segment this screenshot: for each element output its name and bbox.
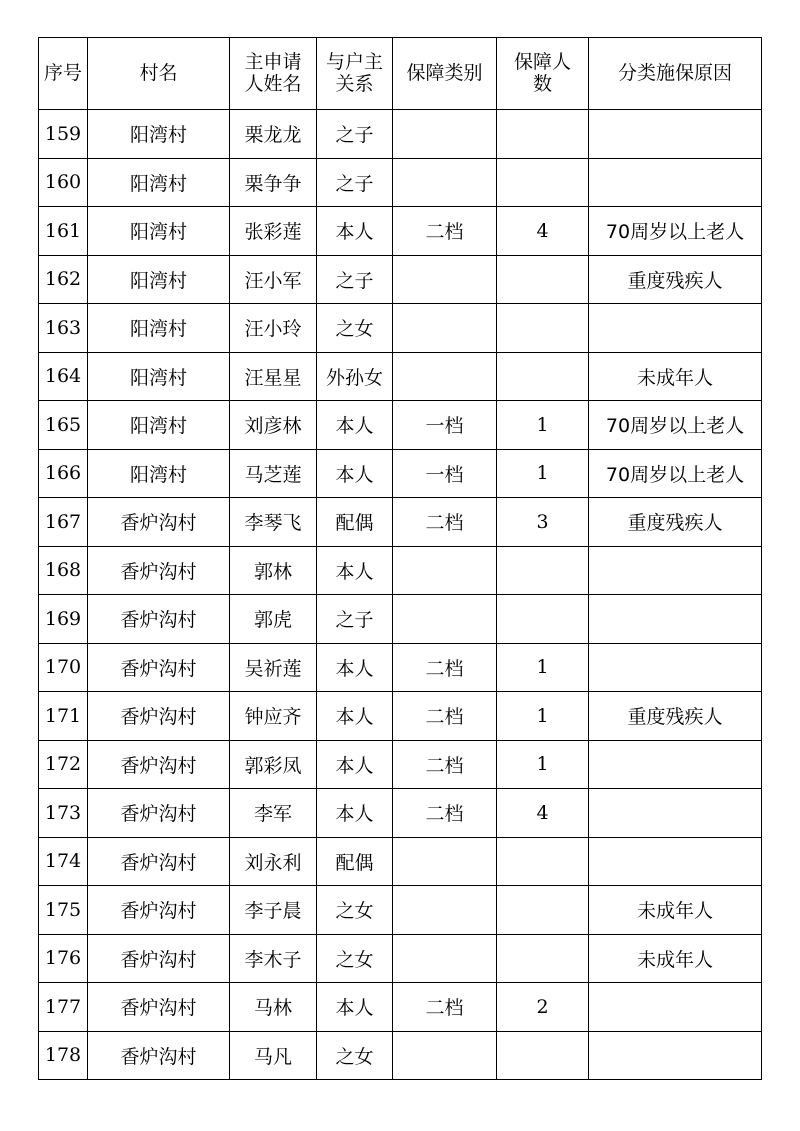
cell-applicant-name: 栗龙龙: [230, 110, 317, 159]
cell-serial-number: 162: [39, 255, 88, 304]
cell-serial-number: 160: [39, 158, 88, 207]
cell-relation: 配偶: [317, 498, 393, 547]
cell-serial-number: 164: [39, 352, 88, 401]
header-relation-to-householder: 与户主关系: [317, 38, 393, 110]
cell-serial-number: 163: [39, 304, 88, 353]
cell-assistance-category: [393, 595, 497, 644]
cell-village-name: 阳湾村: [88, 401, 230, 450]
cell-relation: 之子: [317, 595, 393, 644]
cell-relation: 本人: [317, 983, 393, 1032]
cell-assistance-category: 二档: [393, 498, 497, 547]
cell-applicant-name: 吴祈莲: [230, 643, 317, 692]
cell-classification-reason: 70周岁以上老人: [589, 207, 762, 256]
cell-assistance-category: 一档: [393, 449, 497, 498]
table-row: [39, 207, 762, 256]
table-row: [39, 1031, 762, 1080]
cell-applicant-name: 李子晨: [230, 886, 317, 935]
cell-classification-reason: 未成年人: [589, 934, 762, 983]
cell-applicant-name: 栗争争: [230, 158, 317, 207]
cell-village-name: 香炉沟村: [88, 643, 230, 692]
cell-serial-number: 176: [39, 934, 88, 983]
cell-serial-number: 172: [39, 740, 88, 789]
cell-assistance-category: 二档: [393, 983, 497, 1032]
cell-village-name: 香炉沟村: [88, 1031, 230, 1080]
cell-relation: 配偶: [317, 837, 393, 886]
cell-assistance-category: 二档: [393, 692, 497, 741]
cell-applicant-name: 汪星星: [230, 352, 317, 401]
cell-assistance-category: [393, 352, 497, 401]
table-row: [39, 352, 762, 401]
cell-village-name: 香炉沟村: [88, 692, 230, 741]
table-row: [39, 789, 762, 838]
cell-assistance-count: [497, 352, 589, 401]
cell-relation: 本人: [317, 789, 393, 838]
cell-assistance-count: [497, 110, 589, 159]
cell-classification-reason: [589, 740, 762, 789]
cell-relation: 之子: [317, 255, 393, 304]
header-village-name: 村名: [88, 38, 230, 110]
cell-assistance-count: 4: [497, 789, 589, 838]
cell-applicant-name: 李木子: [230, 934, 317, 983]
cell-relation: 本人: [317, 449, 393, 498]
cell-classification-reason: [589, 158, 762, 207]
header-assistance-count: 保障人数: [497, 38, 589, 110]
cell-relation: 之女: [317, 934, 393, 983]
cell-village-name: 香炉沟村: [88, 886, 230, 935]
cell-serial-number: 166: [39, 449, 88, 498]
cell-relation: 本人: [317, 643, 393, 692]
cell-relation: 外孙女: [317, 352, 393, 401]
cell-serial-number: 174: [39, 837, 88, 886]
cell-applicant-name: 马林: [230, 983, 317, 1032]
cell-village-name: 阳湾村: [88, 110, 230, 159]
cell-classification-reason: 70周岁以上老人: [589, 401, 762, 450]
cell-applicant-name: 马凡: [230, 1031, 317, 1080]
cell-assistance-category: [393, 1031, 497, 1080]
cell-classification-reason: [589, 789, 762, 838]
cell-village-name: 香炉沟村: [88, 595, 230, 644]
cell-serial-number: 167: [39, 498, 88, 547]
cell-classification-reason: 重度残疾人: [589, 692, 762, 741]
cell-assistance-count: 1: [497, 740, 589, 789]
cell-applicant-name: 张彩莲: [230, 207, 317, 256]
cell-assistance-count: 1: [497, 643, 589, 692]
cell-serial-number: 170: [39, 643, 88, 692]
table-body: [39, 110, 762, 1080]
cell-assistance-count: [497, 255, 589, 304]
table-row: [39, 934, 762, 983]
table-row: [39, 401, 762, 450]
table-row: [39, 983, 762, 1032]
cell-applicant-name: 汪小军: [230, 255, 317, 304]
cell-village-name: 香炉沟村: [88, 934, 230, 983]
cell-village-name: 香炉沟村: [88, 740, 230, 789]
cell-relation: 之子: [317, 110, 393, 159]
cell-relation: 本人: [317, 401, 393, 450]
cell-applicant-name: 汪小玲: [230, 304, 317, 353]
cell-applicant-name: 郭林: [230, 546, 317, 595]
assistance-roster-table: [38, 37, 762, 1080]
cell-serial-number: 168: [39, 546, 88, 595]
cell-assistance-count: [497, 595, 589, 644]
table-row: [39, 692, 762, 741]
cell-assistance-category: [393, 934, 497, 983]
cell-assistance-count: [497, 886, 589, 935]
cell-assistance-category: [393, 110, 497, 159]
cell-classification-reason: [589, 837, 762, 886]
cell-assistance-category: [393, 158, 497, 207]
cell-assistance-count: [497, 934, 589, 983]
cell-assistance-category: [393, 886, 497, 935]
cell-assistance-count: [497, 546, 589, 595]
cell-applicant-name: 刘永利: [230, 837, 317, 886]
cell-classification-reason: 重度残疾人: [589, 498, 762, 547]
cell-assistance-category: 二档: [393, 740, 497, 789]
cell-relation: 之女: [317, 886, 393, 935]
cell-applicant-name: 李琴飞: [230, 498, 317, 547]
cell-assistance-count: [497, 837, 589, 886]
header-applicant-name: 主申请人姓名: [230, 38, 317, 110]
cell-serial-number: 165: [39, 401, 88, 450]
cell-assistance-category: [393, 546, 497, 595]
cell-serial-number: 177: [39, 983, 88, 1032]
table-row: [39, 110, 762, 159]
table-row: [39, 886, 762, 935]
cell-classification-reason: [589, 595, 762, 644]
cell-village-name: 香炉沟村: [88, 837, 230, 886]
cell-classification-reason: [589, 1031, 762, 1080]
cell-assistance-category: [393, 837, 497, 886]
cell-assistance-count: [497, 158, 589, 207]
cell-serial-number: 159: [39, 110, 88, 159]
cell-village-name: 阳湾村: [88, 158, 230, 207]
table-row: [39, 304, 762, 353]
cell-relation: 本人: [317, 692, 393, 741]
cell-village-name: 香炉沟村: [88, 546, 230, 595]
cell-village-name: 香炉沟村: [88, 789, 230, 838]
cell-applicant-name: 郭彩凤: [230, 740, 317, 789]
cell-village-name: 阳湾村: [88, 207, 230, 256]
cell-assistance-category: 二档: [393, 207, 497, 256]
cell-classification-reason: [589, 546, 762, 595]
cell-classification-reason: [589, 304, 762, 353]
cell-assistance-count: [497, 1031, 589, 1080]
cell-assistance-count: 2: [497, 983, 589, 1032]
header-row: [39, 38, 762, 110]
cell-village-name: 阳湾村: [88, 449, 230, 498]
cell-classification-reason: [589, 983, 762, 1032]
cell-classification-reason: [589, 110, 762, 159]
cell-applicant-name: 郭虎: [230, 595, 317, 644]
header-assistance-category: 保障类别: [393, 38, 497, 110]
cell-assistance-count: 1: [497, 401, 589, 450]
cell-assistance-count: [497, 304, 589, 353]
cell-assistance-category: 二档: [393, 789, 497, 838]
header-classification-reason: 分类施保原因: [589, 38, 762, 110]
cell-relation: 本人: [317, 207, 393, 256]
header-serial-number: 序号: [39, 38, 88, 110]
cell-assistance-count: 1: [497, 449, 589, 498]
cell-classification-reason: 未成年人: [589, 886, 762, 935]
cell-village-name: 阳湾村: [88, 352, 230, 401]
cell-assistance-count: 4: [497, 207, 589, 256]
table-row: [39, 740, 762, 789]
cell-relation: 本人: [317, 546, 393, 595]
cell-relation: 之女: [317, 304, 393, 353]
table-row: [39, 158, 762, 207]
table-row: [39, 498, 762, 547]
cell-applicant-name: 刘彦林: [230, 401, 317, 450]
cell-village-name: 阳湾村: [88, 304, 230, 353]
table-row: [39, 837, 762, 886]
cell-serial-number: 161: [39, 207, 88, 256]
cell-relation: 之女: [317, 1031, 393, 1080]
cell-serial-number: 169: [39, 595, 88, 644]
cell-applicant-name: 钟应齐: [230, 692, 317, 741]
cell-assistance-count: 1: [497, 692, 589, 741]
cell-village-name: 香炉沟村: [88, 498, 230, 547]
cell-serial-number: 173: [39, 789, 88, 838]
cell-assistance-category: [393, 304, 497, 353]
cell-assistance-category: [393, 255, 497, 304]
cell-relation: 本人: [317, 740, 393, 789]
cell-applicant-name: 李军: [230, 789, 317, 838]
cell-classification-reason: [589, 643, 762, 692]
cell-classification-reason: 重度残疾人: [589, 255, 762, 304]
cell-serial-number: 171: [39, 692, 88, 741]
table-header: [39, 38, 762, 110]
table-row: [39, 255, 762, 304]
cell-applicant-name: 马芝莲: [230, 449, 317, 498]
cell-serial-number: 178: [39, 1031, 88, 1080]
cell-classification-reason: 未成年人: [589, 352, 762, 401]
table-row: [39, 643, 762, 692]
cell-assistance-category: 二档: [393, 643, 497, 692]
table-row: [39, 546, 762, 595]
cell-village-name: 香炉沟村: [88, 983, 230, 1032]
cell-serial-number: 175: [39, 886, 88, 935]
table-row: [39, 449, 762, 498]
cell-assistance-count: 3: [497, 498, 589, 547]
cell-village-name: 阳湾村: [88, 255, 230, 304]
cell-assistance-category: 一档: [393, 401, 497, 450]
cell-relation: 之子: [317, 158, 393, 207]
cell-classification-reason: 70周岁以上老人: [589, 449, 762, 498]
table-row: [39, 595, 762, 644]
